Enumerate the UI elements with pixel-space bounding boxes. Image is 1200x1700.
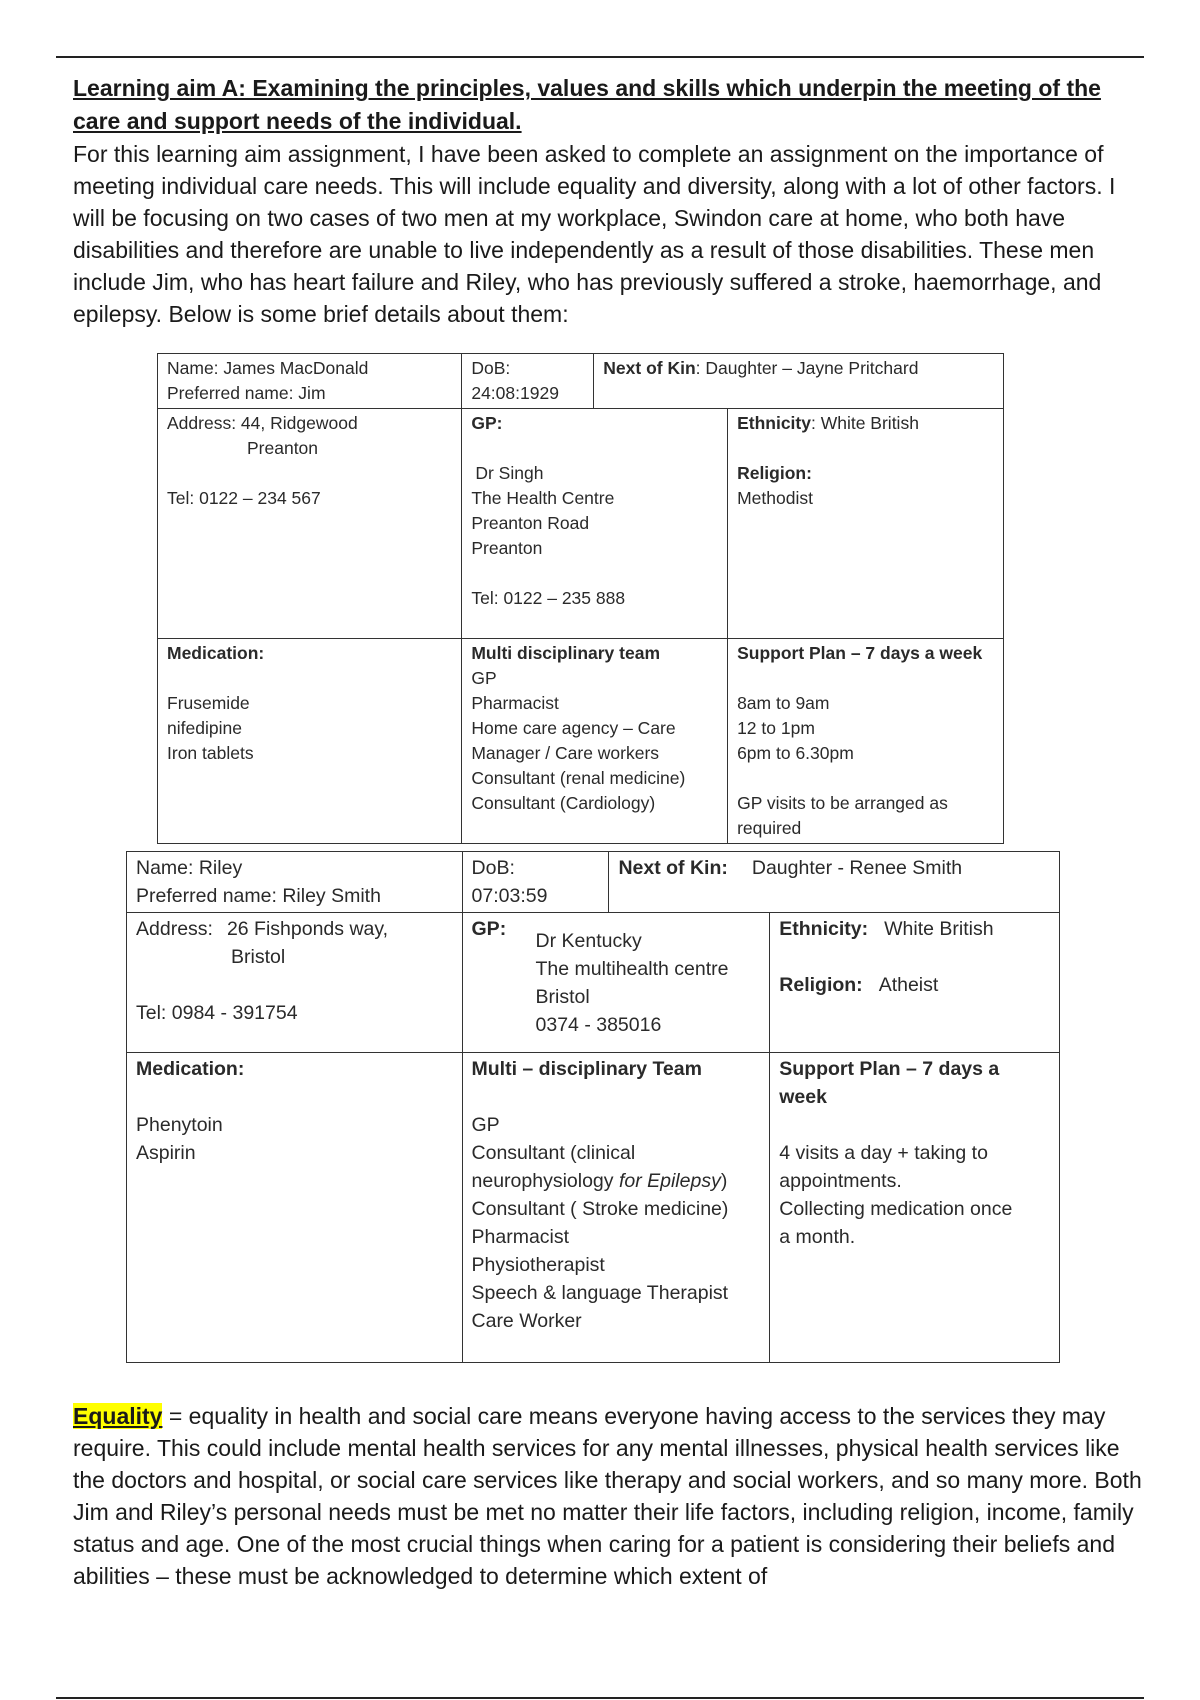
mdt-item: Care Worker xyxy=(471,1310,582,1332)
card-row-identity xyxy=(158,354,1004,409)
gp-line: Preanton Road xyxy=(471,513,590,533)
mdt-item: Home care agency – Care xyxy=(471,718,676,738)
address-line-2: Preanton xyxy=(247,438,319,458)
section-heading: Learning aim A: Examining the principles, values and skills which underpin the meeting of the care and support needs of the individual. xyxy=(73,75,1101,134)
support-plan-label: Support Plan – 7 days a week xyxy=(779,1058,1000,1108)
mdt-item: Pharmacist xyxy=(471,693,559,713)
equality-term: Equality xyxy=(73,1403,163,1429)
mdt-item: neurophysiology xyxy=(471,1170,619,1192)
preferred-name: Preferred name: Jim xyxy=(167,383,326,403)
gp-line: Bristol xyxy=(535,986,590,1008)
mdt-label: Multi – disciplinary Team xyxy=(471,1058,702,1080)
mdt-item: Physiotherapist xyxy=(471,1254,605,1276)
mdt-item: Pharmacist xyxy=(471,1226,570,1248)
support-note: GP visits to be arranged as xyxy=(737,793,948,813)
ethnicity-label: Ethnicity: xyxy=(779,918,869,940)
dob-cell xyxy=(462,354,594,409)
card-row-care xyxy=(127,1053,1060,1363)
support-item: a month. xyxy=(779,1226,856,1248)
client-name: Name: James MacDonald xyxy=(167,358,369,378)
mdt-cell xyxy=(462,639,728,844)
client-card-jim xyxy=(157,353,1004,844)
gp-cell xyxy=(462,913,770,1053)
address-cell xyxy=(158,409,462,639)
intro-paragraph: For this learning aim assignment, I have been asked to complete an assignment on the importance of meeting individual care needs. This will include equality and diversity, along with a lot of other factors. I will be focusing on two cases of two men at my workplace, Swindon care at home, who both have disabilities and therefore are unable to live independently as a result of those disabilities. These men include Jim, who has heart failure and Riley, who has previously suffered a stroke, haemorrhage, and epilepsy. Below is some brief details about them: xyxy=(73,141,1116,327)
support-item: Collecting medication once xyxy=(779,1198,1013,1220)
card-row-identity xyxy=(127,852,1060,913)
card-row-care xyxy=(158,639,1004,844)
next-of-kin-value: Daughter - Renee Smith xyxy=(751,857,963,879)
mdt-cell xyxy=(462,1053,770,1363)
address-cell xyxy=(127,913,463,1053)
support-plan-cell xyxy=(728,639,1004,844)
gp-label: GP: xyxy=(471,413,503,433)
support-plan-cell xyxy=(770,1053,1060,1363)
medication-item: Phenytoin xyxy=(136,1114,223,1136)
client-tel: Tel: 0984 - 391754 xyxy=(136,1002,298,1024)
mdt-item: Consultant ( Stroke medicine) xyxy=(471,1198,729,1220)
religion-label: Religion: xyxy=(737,463,812,483)
client-tel: Tel: 0122 – 234 567 xyxy=(167,488,321,508)
medication-item: Frusemide xyxy=(167,693,250,713)
gp-cell xyxy=(462,409,728,639)
support-item: 6pm to 6.30pm xyxy=(737,743,854,763)
next-of-kin-label: Next of Kin: xyxy=(618,857,728,879)
next-of-kin-label: Next of Kin xyxy=(603,358,696,378)
medication-label: Medication: xyxy=(167,643,265,663)
next-of-kin-cell xyxy=(609,852,1060,913)
medication-cell xyxy=(158,639,462,844)
mdt-item: Consultant (clinical xyxy=(471,1142,636,1164)
gp-line: The Health Centre xyxy=(471,488,615,508)
next-of-kin-value: : Daughter – Jayne Pritchard xyxy=(695,358,919,378)
support-note: required xyxy=(737,818,802,838)
religion-value: Atheist xyxy=(878,974,939,996)
card-row-contact xyxy=(158,409,1004,639)
gp-line: Dr Singh xyxy=(475,463,544,483)
bottom-rule xyxy=(56,1697,1144,1699)
dob-label: DoB: xyxy=(471,857,515,879)
gp-line: The multihealth centre xyxy=(535,958,729,980)
dob-value: 07:03:59 xyxy=(471,885,548,907)
gp-line: 0374 - 385016 xyxy=(535,1014,662,1036)
name-cell xyxy=(158,354,462,409)
gp-line: Preanton xyxy=(471,538,543,558)
support-item: 8am to 9am xyxy=(737,693,830,713)
mdt-item: Consultant (Cardiology) xyxy=(471,793,656,813)
gp-tel: Tel: 0122 – 235 888 xyxy=(471,588,626,608)
equality-text: = equality in health and social care means everyone having access to the services they may require. This could include mental health services for any mental illnesses, physical health services like the doctors and hospital, or social care services like therapy and social workers, and so many more. Both Jim and Riley’s personal needs must be met no matter their life factors, including religion, income, family status and age. One of the most crucial things when caring for a patient is considering their beliefs and abilities – these must be acknowledged to determine which extent of xyxy=(73,1403,1142,1589)
ethnicity-value: : White British xyxy=(810,413,919,433)
mdt-label: Multi disciplinary team xyxy=(471,643,660,663)
medication-label: Medication: xyxy=(136,1058,245,1080)
ethnicity-religion-cell xyxy=(770,913,1060,1053)
medication-item: nifedipine xyxy=(167,718,242,738)
mdt-item: GP xyxy=(471,668,497,688)
dob-value: 24:08:1929 xyxy=(471,383,559,403)
support-item: appointments. xyxy=(779,1170,902,1192)
mdt-item: GP xyxy=(471,1114,500,1136)
address-label: Address: xyxy=(136,918,213,940)
dob-cell xyxy=(462,852,609,913)
address-line-1: Address: 44, Ridgewood xyxy=(167,413,358,433)
ethnicity-religion-cell xyxy=(728,409,1004,639)
card-row-contact xyxy=(127,913,1060,1053)
client-name: Name: Riley xyxy=(136,857,243,879)
gp-label: GP: xyxy=(471,918,507,940)
mdt-item-italic: for Epilepsy xyxy=(618,1170,721,1192)
next-of-kin-cell xyxy=(594,354,1004,409)
religion-label: Religion: xyxy=(779,974,863,996)
medication-item: Iron tablets xyxy=(167,743,254,763)
mdt-item: Manager / Care workers xyxy=(471,743,660,763)
mdt-item: Speech & language Therapist xyxy=(471,1282,729,1304)
name-cell xyxy=(127,852,463,913)
top-rule xyxy=(56,56,1144,58)
dob-label: DoB: xyxy=(471,358,511,378)
support-plan-label: Support Plan – 7 days a week xyxy=(737,643,983,663)
mdt-item-close: ) xyxy=(720,1170,728,1192)
address-line-2: Bristol xyxy=(231,946,286,968)
medication-cell xyxy=(127,1053,463,1363)
preferred-name: Preferred name: Riley Smith xyxy=(136,885,381,907)
gp-line: Dr Kentucky xyxy=(535,930,642,952)
mdt-item: Consultant (renal medicine) xyxy=(471,768,686,788)
medication-item: Aspirin xyxy=(136,1142,196,1164)
support-item: 4 visits a day + taking to xyxy=(779,1142,988,1164)
equality-paragraph xyxy=(73,1400,1148,1592)
ethnicity-value: White British xyxy=(884,918,994,940)
ethnicity-label: Ethnicity xyxy=(737,413,811,433)
client-card-riley xyxy=(126,851,1060,1363)
religion-value: Methodist xyxy=(737,488,813,508)
address-line-1: 26 Fishponds way, xyxy=(226,918,389,940)
support-item: 12 to 1pm xyxy=(737,718,815,738)
